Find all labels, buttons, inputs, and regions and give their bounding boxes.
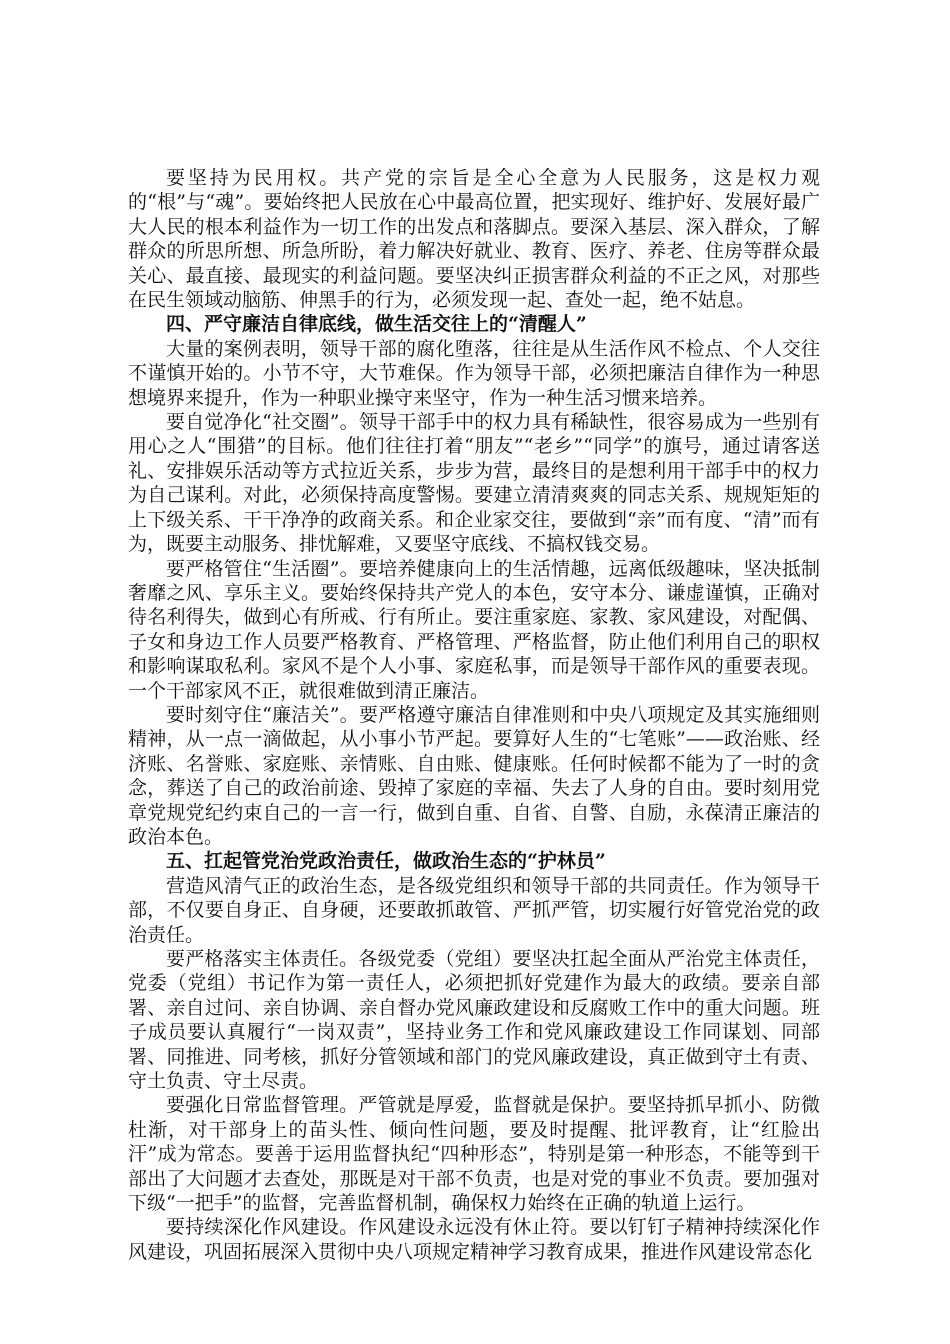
paragraph-intro-integrity: 大量的案例表明，领导干部的腐化堕落，往往是从生活作风不检点、个人交往不谨慎开始的。小节不守，大节难保。作为领导干部，必须把廉洁自律作为一种思想境界来提升，作为一种职业操守来坚守，作为一种生活习惯来培养。 bbox=[128, 337, 820, 409]
paragraph-people-power: 要坚持为民用权。共产党的宗旨是全心全意为人民服务，这是权力观的“根”与“魂”。要始终把人民放在心中最高位置，把实现好、维护好、发展好最广大人民的根本利益作为一切工作的出发点和落脚点。要深入基层、深入群众，了解群众的所思所想、所急所盼，着力解决好就业、教育、医疗、养老、住房等群众最关心、最直接、最现实的利益问题。要坚决纠正损害群众利益的不正之风，对那些在民生领域动脑筋、伸黑手的行为，必须发现一起、查处一起，绝不姑息。 bbox=[128, 167, 820, 312]
paragraph-daily-supervision: 要强化日常监督管理。严管就是厚爱，监督就是保护。要坚持抓早抓小、防微杜渐，对干部身上的苗头性、倾向性问题，要及时提醒、批评教育，让“红脸出汗”成为常态。要善于运用监督执纪“四种形态”，特别是第一种形态，不能等到干部出了大问题才去查处，那既是对干部不负责，也是对党的事业不负责。要加强对下级“一把手”的监督，完善监督机制，确保权力始终在正确的轨道上运行。 bbox=[128, 1094, 820, 1215]
paragraph-social-circle: 要自觉净化“社交圈”。领导干部手中的权力具有稀缺性，很容易成为一些别有用心之人“围猎”的目标。他们往往打着“朋友”“老乡”“同学”的旗号，通过请客送礼、安排娱乐活动等方式拉近关系，步步为营，最终目的是想利用干部手中的权力为自己谋利。对此，必须保持高度警惕。要建立清清爽爽的同志关系、规规矩矩的上下级关系、干干净净的政商关系。和企业家交往，要做到“亲”而有度、“清”而有为，既要主动服务、排忧解难，又要坚守底线、不搞权钱交易。 bbox=[128, 411, 820, 556]
paragraph-political-ecology: 营造风清气正的政治生态，是各级党组织和领导干部的共同责任。作为领导干部，不仅要自身正、自身硬，还要敢抓敢管、严抓严管，切实履行好管党治党的政治责任。 bbox=[128, 874, 820, 946]
document-page bbox=[128, 166, 820, 1264]
section-heading-5: 五、扛起管党治党政治责任，做政治生态的“护林员” bbox=[166, 850, 606, 873]
paragraph-life-circle: 要严格管住“生活圈”。要培养健康向上的生活情趣，远离低级趣味，坚决抵制奢靡之风、享乐主义。要始终保持共产党人的本色，安守本分、谦虚谨慎，正确对待名利得失，做到心有所戒、行有所止。要注重家庭、家教、家风建设，对配偶、子女和身边工作人员要严格教育、严格管理、严格监督，防止他们利用自己的职权和影响谋取私利。家风不是个人小事、家庭私事，而是领导干部作风的重要表现。一个干部家风不正，就很难做到清正廉洁。 bbox=[128, 557, 820, 702]
section-heading-4: 四、严守廉洁自律底线，做生活交往上的“清醒人” bbox=[166, 313, 587, 336]
paragraph-integrity-gate: 要时刻守住“廉洁关”。要严格遵守廉洁自律准则和中央八项规定及其实施细则精神，从一点一滴做起，从小事小节严起。要算好人生的“七笔账”——政治账、经济账、名誉账、家庭账、亲情账、自由账、健康账。任何时候都不能为了一时的贪念，葬送了自己的政治前途、毁掉了家庭的幸福、失去了人身的自由。要时刻用党章党规党纪约束自己的一言一行，做到自重、自省、自警、自励，永葆清正廉洁的政治本色。 bbox=[128, 703, 820, 848]
paragraph-work-style: 要持续深化作风建设。作风建设永远没有休止符。要以钉钉子精神持续深化作风建设，巩固拓展深入贯彻中央八项规定精神学习教育成果，推进作风建设常态化 bbox=[128, 1216, 820, 1263]
paragraph-main-responsibility: 要严格落实主体责任。各级党委（党组）要坚决扛起全面从严治党主体责任，党委（党组）书记作为第一责任人，必须把抓好党建作为最大的政绩。要亲自部署、亲自过问、亲自协调、亲自督办党风廉政建设和反腐败工作中的重大问题。班子成员要认真履行“一岗双责”，坚持业务工作和党风廉政建设工作同谋划、同部署、同推进、同考核，抓好分管领域和部门的党风廉政建设，真正做到守土有责、守土负责、守土尽责。 bbox=[128, 948, 820, 1093]
